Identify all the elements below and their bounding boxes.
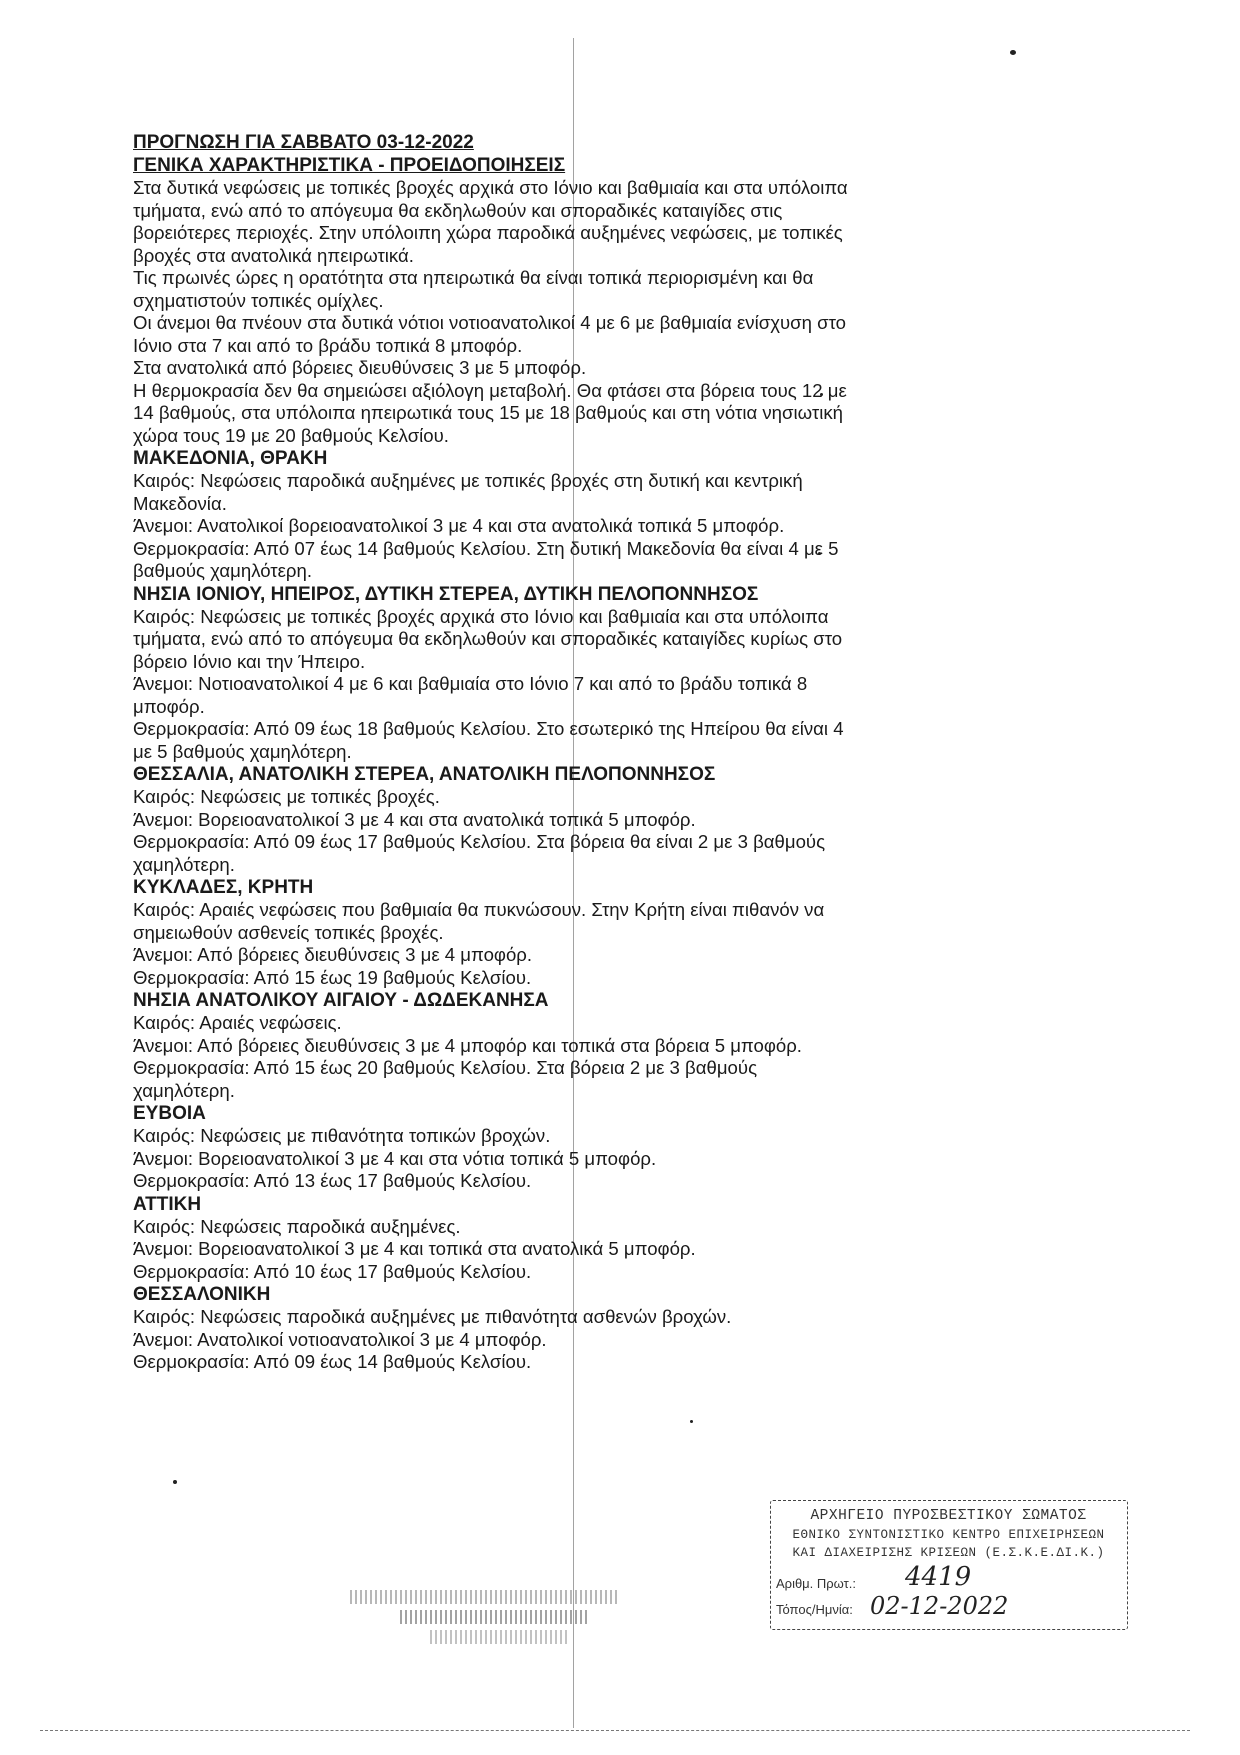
region-winds: Άνεμοι: Ανατολικοί βορειοανατολικοί 3 με 4 και στα ανατολικά τοπικά 5 μποφόρ.: [133, 515, 785, 536]
region-weather: Καιρός: Νεφώσεις με τοπικές βροχές αρχικά στο Ιόνιο και βαθμιαία και στα υπόλοιπα τμήματα, ενώ από το απόγευμα θα εκδηλωθούν και σποραδικές καταιγίδες κυρίως στο βόρειο Ιόνιο και την Ήπειρο.: [133, 605, 843, 672]
forecast-text: [133, 131, 853, 1374]
region-heading: ΕΥΒΟΙΑ: [133, 1103, 206, 1124]
registry-stamp: [770, 1500, 1130, 1630]
scan-bottom-edge: [40, 1730, 1190, 1731]
region-temperature: Θερμοκρασία: Από 09 έως 18 βαθμούς Κελσίου. Στο εσωτερικό της Ηπείρου θα είναι 4 με 5 βαθμούς χαμηλότερη.: [133, 718, 844, 762]
region-winds: Άνεμοι: Από βόρειες διευθύνσεις 3 με 4 μποφόρ.: [133, 944, 533, 965]
region-heading: ΑΤΤΙΚΗ: [133, 1193, 202, 1215]
stamp-authority: ΑΡΧΗΓΕΙΟ ΠΥΡΟΣΒΕΣΤΙΚΟΥ ΣΩΜΑΤΟΣ: [810, 1508, 1087, 1524]
region-weather: Καιρός: Νεφώσεις με πιθανότητα τοπικών βροχών.: [133, 1125, 551, 1146]
general-paragraph: Η θερμοκρασία δεν θα σημειώσει αξιόλογη μεταβολή. Θα φτάσει στα βόρεια τους 12 με 14 βαθμούς, στα υπόλοιπα ηπειρωτικά τους 15 με 18 βαθμούς και στη νότια νησιωτική χώρα τους 19 με 20 βαθμούς Κελσίου.: [133, 379, 847, 446]
region-temperature: Θερμοκρασία: Από 13 έως 17 βαθμούς Κελσίου.: [133, 1170, 532, 1191]
scan-speck: [173, 1480, 177, 1484]
region-weather: Καιρός: Νεφώσεις με τοπικές βροχές.: [133, 786, 440, 807]
region-weather: Καιρός: Νεφώσεις παροδικά αυξημένες με πιθανότητα ασθενών βροχών.: [133, 1306, 732, 1327]
region-temperature: Θερμοκρασία: Από 09 έως 14 βαθμούς Κελσίου.: [133, 1351, 532, 1372]
region-temperature: Θερμοκρασία: Από 15 έως 20 βαθμούς Κελσίου. Στα βόρεια 2 με 3 βαθμούς χαμηλότερη.: [133, 1057, 758, 1101]
general-paragraph: Στα δυτικά νεφώσεις με τοπικές βροχές αρχικά στο Ιόνιο και βαθμιαία και στα υπόλοιπα τμήματα, ενώ από το απόγευμα θα εκδηλωθούν και σποραδικές καταιγίδες στις βορειότερες περιοχές. Στην υπόλοιπη χώρα παροδικά αυξημένες νεφώσεις, με τοπικές βροχές στα ανατολικά ηπειρωτικά.: [133, 177, 848, 266]
stamp-date-label: Τόπος/Ημνία:: [776, 1602, 853, 1617]
region-winds: Άνεμοι: Από βόρειες διευθύνσεις 3 με 4 μποφόρ και τοπικά στα βόρεια 5 μποφόρ.: [133, 1034, 802, 1056]
region-heading: ΚΥΚΛΑΔΕΣ, ΚΡΗΤΗ: [133, 877, 314, 898]
stamp-center: ΕΘΝΙΚΟ ΣΥΝΤΟΝΙΣΤΙΚΟ ΚΕΝΤΡΟ ΕΠΙΧΕΙΡΗΣΕΩΝ: [792, 1528, 1105, 1542]
scan-noise: [400, 1610, 590, 1624]
region-heading: ΝΗΣΙΑ ΑΝΑΤΟΛΙΚΟΥ ΑΙΓΑΙΟΥ - ΔΩΔΕΚΑΝΗΣΑ: [133, 990, 549, 1011]
region-heading: ΝΗΣΙΑ ΙΟΝΙΟΥ, ΗΠΕΙΡΟΣ, ΔΥΤΙΚΗ ΣΤΕΡΕΑ, ΔΥΤΙΚΗ ΠΕΛΟΠΟΝΝΗΣΟΣ: [133, 583, 759, 605]
region-weather: Καιρός: Νεφώσεις παροδικά αυξημένες.: [133, 1215, 461, 1237]
region-weather: Καιρός: Αραιές νεφώσεις.: [133, 1012, 342, 1033]
region-heading: ΘΕΣΣΑΛΙΑ, ΑΝΑΤΟΛΙΚΗ ΣΤΕΡΕΑ, ΑΝΑΤΟΛΙΚΗ ΠΕΛΟΠΟΝΝΗΣΟΣ: [133, 764, 716, 785]
region-weather: Καιρός: Νεφώσεις παροδικά αυξημένες με τοπικές βροχές στη δυτική και κεντρική Μακεδονία.: [133, 470, 803, 514]
region-winds: Άνεμοι: Βορειοανατολικοί 3 με 4 και τοπικά στα ανατολικά 5 μποφόρ.: [133, 1238, 696, 1259]
region-winds: Άνεμοι: Νοτιοανατολικοί 4 με 6 και βαθμιαία στο Ιόνιο 7 και από το βράδυ τοπικά 8 μποφόρ.: [133, 673, 808, 717]
region-temperature: Θερμοκρασία: Από 10 έως 17 βαθμούς Κελσίου.: [133, 1260, 532, 1282]
region-weather: Καιρός: Αραιές νεφώσεις που βαθμιαία θα πυκνώσουν. Στην Κρήτη είναι πιθανόν να σημειωθούν ασθενείς τοπικές βροχές.: [133, 899, 825, 943]
region-winds: Άνεμοι: Βορειοανατολικοί 3 με 4 και στα νότια τοπικά 5 μποφόρ.: [133, 1147, 657, 1169]
stamp-date-value: 02-12-2022: [870, 1592, 1009, 1620]
scan-noise: [430, 1630, 570, 1644]
general-paragraph: Οι άνεμοι θα πνέουν στα δυτικά νότιοι νοτιοανατολικοί 4 με 6 με βαθμιαία ενίσχυση στο Ιόνιο στα 7 και από το βράδυ τοπικά 8 μποφόρ.: [133, 312, 846, 356]
region-temperature: Θερμοκρασία: Από 15 έως 19 βαθμούς Κελσίου.: [133, 966, 532, 988]
stamp-protocol-number: 4419: [905, 1562, 972, 1592]
scan-speck: [690, 1420, 693, 1423]
region-heading: ΜΑΚΕΔΟΝΙΑ, ΘΡΑΚΗ: [133, 448, 328, 469]
region-heading: ΘΕΣΣΑΛΟΝΙΚΗ: [133, 1284, 271, 1305]
scan-speck: [1010, 50, 1016, 55]
region-temperature: Θερμοκρασία: Από 09 έως 17 βαθμούς Κελσίου. Στα βόρεια θα είναι 2 με 3 βαθμούς χαμηλότερη.: [133, 831, 826, 875]
stamp-protocol-label: Αριθμ. Πρωτ.:: [776, 1576, 857, 1591]
region-winds: Άνεμοι: Βορειοανατολικοί 3 με 4 και στα ανατολικά τοπικά 5 μποφόρ.: [133, 808, 696, 830]
scan-noise: [350, 1590, 620, 1604]
general-paragraph: Τις πρωινές ώρες η ορατότητα στα ηπειρωτικά θα είναι τοπικά περιορισμένη και θα σχηματιστούν τοπικές ομίχλες.: [133, 267, 814, 311]
document-title: ΠΡΟΓΝΩΣΗ ΓΙΑ ΣΑΒΒΑΤΟ 03-12-2022: [133, 132, 474, 153]
region-winds: Άνεμοι: Ανατολικοί νοτιοανατολικοί 3 με 4 μποφόρ.: [133, 1328, 547, 1350]
stamp-center-acronym: ΚΑΙ ΔΙΑΧΕΙΡΙΣΗΣ ΚΡΙΣΕΩΝ (Ε.Σ.Κ.Ε.ΔΙ.Κ.): [792, 1546, 1105, 1560]
general-paragraph: Στα ανατολικά από βόρειες διευθύνσεις 3 με 5 μποφόρ.: [133, 357, 587, 378]
region-temperature: Θερμοκρασία: Από 07 έως 14 βαθμούς Κελσίου. Στη δυτική Μακεδονία θα είναι 4 με 5 βαθμούς χαμηλότερη.: [133, 537, 839, 581]
general-section-heading: ΓΕΝΙΚΑ ΧΑΡΑΚΤΗΡΙΣΤΙΚΑ - ΠΡΟΕΙΔΟΠΟΙΗΣΕΙΣ: [133, 155, 566, 176]
